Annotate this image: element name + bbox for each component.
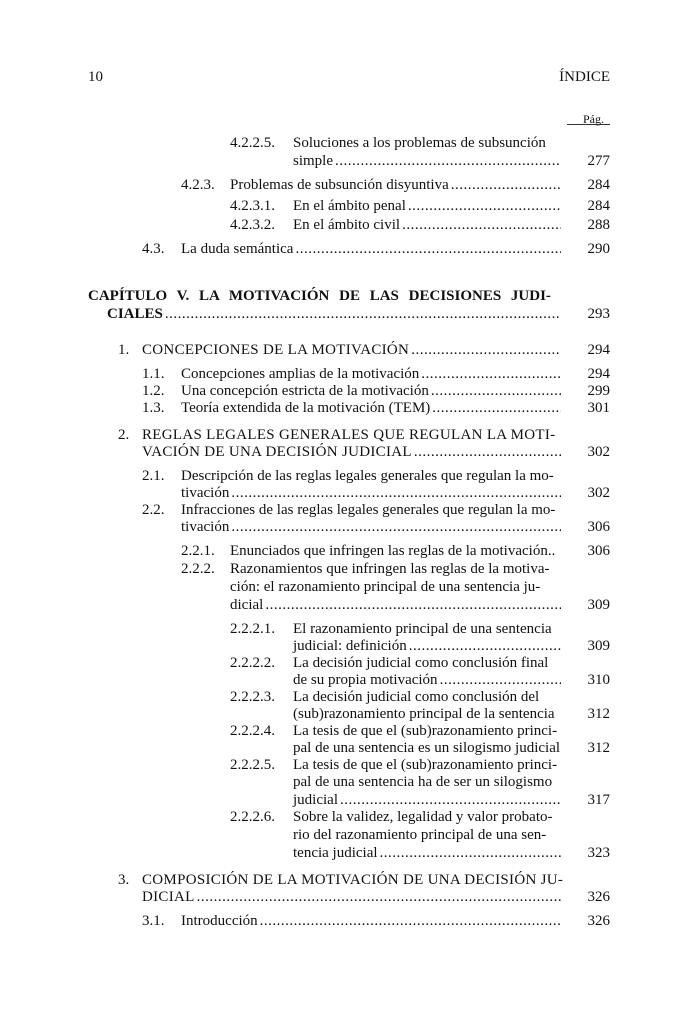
running-header: ÍNDICE <box>559 69 610 85</box>
entry-page: 309 <box>587 597 610 613</box>
entry-page: 326 <box>587 913 610 929</box>
entry-title-line1: Sobre la validez, legalidad y valor probato- <box>293 809 553 825</box>
entry-number: 4.2.2.5. <box>230 135 275 151</box>
entry-title-line2: tivación <box>181 519 230 535</box>
entry-number: 1.3. <box>142 400 165 416</box>
chapter-title-line1: CAPÍTULO V. LA MOTIVACIÓN DE LAS DECISIONES JUDI- <box>88 288 551 304</box>
entry-title: Enunciados que infringen las reglas de la motivación.. <box>230 543 556 559</box>
entry-title-line2: pal de una sentencia ha de ser un silogismo <box>293 774 553 790</box>
entry-number: 1.2. <box>142 383 165 399</box>
entry-title-line2: judicial: definición <box>293 638 407 654</box>
entry-title-line1: Infracciones de las reglas legales generales que regulan la mo- <box>181 502 556 518</box>
entry-page: 299 <box>587 383 610 399</box>
chapter-title-line2: CIALES <box>107 306 163 322</box>
entry-page: 290 <box>587 241 610 257</box>
entry-page: 284 <box>587 198 610 214</box>
entry-number: 1. <box>118 342 130 358</box>
entry-leader <box>293 791 563 809</box>
entry-page: 309 <box>587 638 610 654</box>
entry-leader <box>181 365 563 383</box>
entry-title-line2: tivación <box>181 485 230 501</box>
entry-page: 306 <box>587 543 610 559</box>
entry-title-line2: simple <box>293 153 333 169</box>
entry-number: 1.1. <box>142 366 165 382</box>
entry-page: 301 <box>587 400 610 416</box>
entry-page: 317 <box>587 792 610 808</box>
entry-title-line1: Soluciones a los problemas de subsunción <box>293 135 546 151</box>
entry-title-line1: La tesis de que el (sub)razonamiento princi- <box>293 757 558 773</box>
entry-leader <box>181 518 563 536</box>
entry-title-line1: La decisión judicial como conclusión final <box>293 655 549 671</box>
entry-leader <box>181 912 563 930</box>
entry-page: 312 <box>587 740 610 756</box>
entry-leader <box>293 152 563 170</box>
entry-page: 326 <box>587 889 610 905</box>
entry-title-line3: dicial <box>230 597 264 613</box>
entry-page: 302 <box>587 444 610 460</box>
entry-page: 323 <box>587 845 610 861</box>
header-rule <box>567 124 610 125</box>
page-column-label: Pág. <box>583 112 604 126</box>
entry-page: 288 <box>587 217 610 233</box>
entry-leader <box>142 341 563 359</box>
entry-number: 4.3. <box>142 241 165 257</box>
entry-page: 312 <box>587 706 610 722</box>
entry-number: 2.2.2.3. <box>230 689 275 705</box>
entry-title: La duda semántica <box>181 241 294 257</box>
entry-leader <box>293 637 563 655</box>
entry-title: CONCEPCIONES DE LA MOTIVACIÓN <box>142 342 410 358</box>
entry-leader <box>142 888 563 906</box>
entry-number: 2.2. <box>142 502 165 518</box>
entry-number: 4.2.3.2. <box>230 217 275 233</box>
entry-page: 306 <box>587 519 610 535</box>
entry-title-line1: Descripción de las reglas legales generales que regulan la mo- <box>181 468 554 484</box>
entry-title-line2: ción: el razonamiento principal de una sentencia ju- <box>230 579 541 595</box>
entry-number: 2. <box>118 427 130 443</box>
entry-leader <box>293 671 563 689</box>
entry-title-line1: Razonamientos que infringen las reglas de la motiva- <box>230 561 550 577</box>
entry-number: 2.2.2.2. <box>230 655 275 671</box>
entry-title-line1: La decisión judicial como conclusión del <box>293 689 540 705</box>
entry-number: 4.2.3.1. <box>230 198 275 214</box>
entry-leader <box>181 484 563 502</box>
entry-title: Una concepción estricta de la motivación <box>181 383 429 399</box>
entry-number: 2.2.2.5. <box>230 757 275 773</box>
entry-page: 284 <box>587 177 610 193</box>
entry-leader <box>293 216 563 234</box>
entry-title: Introducción <box>181 913 258 929</box>
entry-title-line2: VACIÓN DE UNA DECISIÓN JUDICIAL <box>142 444 412 460</box>
entry-title-line2: pal de una sentencia es un silogismo judicial <box>293 740 561 756</box>
entry-title: En el ámbito penal <box>293 198 406 214</box>
entry-title-line2: de su propia motivación <box>293 672 438 688</box>
entry-page: 310 <box>587 672 610 688</box>
page-number: 10 <box>88 69 103 85</box>
entry-title-line1: REGLAS LEGALES GENERALES QUE REGULAN LA MOTI- <box>142 427 556 443</box>
entry-number: 2.2.2. <box>181 561 215 577</box>
entry-leader <box>230 596 563 614</box>
entry-title: En el ámbito civil <box>293 217 401 233</box>
entry-number: 2.2.2.6. <box>230 809 275 825</box>
entry-title: Problemas de subsunción disyuntiva <box>230 177 449 193</box>
entry-leader <box>293 197 563 215</box>
entry-page: 277 <box>587 153 610 169</box>
entry-number: 2.2.2.1. <box>230 621 275 637</box>
entry-title-line1: El razonamiento principal de una sentencia <box>293 621 552 637</box>
entry-page: 294 <box>587 366 610 382</box>
entry-leader <box>230 176 563 194</box>
entry-title: Concepciones amplias de la motivación <box>181 366 420 382</box>
entry-number: 4.2.3. <box>181 177 215 193</box>
entry-leader <box>181 399 563 417</box>
entry-title-line2: rio del razonamiento principal de una sen- <box>293 827 547 843</box>
entry-leader <box>181 382 563 400</box>
entry-number: 2.2.1. <box>181 543 215 559</box>
entry-leader <box>142 443 563 461</box>
entry-number: 2.2.2.4. <box>230 723 275 739</box>
entry-title-line1: COMPOSICIÓN DE LA MOTIVACIÓN DE UNA DECISIÓN JU- <box>142 872 564 888</box>
entry-number: 2.1. <box>142 468 165 484</box>
entry-number: 3.1. <box>142 913 165 929</box>
entry-title-line2: DICIAL <box>142 889 195 905</box>
entry-title-line3: judicial <box>293 792 338 808</box>
entry-page: 294 <box>587 342 610 358</box>
entry-leader <box>293 844 563 862</box>
entry-leader <box>181 240 563 258</box>
entry-page: 293 <box>587 306 610 322</box>
entry-leader <box>107 305 563 323</box>
entry-number: 3. <box>118 872 130 888</box>
entry-title: Teoría extendida de la motivación (TEM) <box>181 400 431 416</box>
entry-title-line3: tencia judicial <box>293 845 378 861</box>
entry-title-line1: La tesis de que el (sub)razonamiento princi- <box>293 723 558 739</box>
entry-page: 302 <box>587 485 610 501</box>
entry-title-line2: (sub)razonamiento principal de la sentencia <box>293 706 555 722</box>
